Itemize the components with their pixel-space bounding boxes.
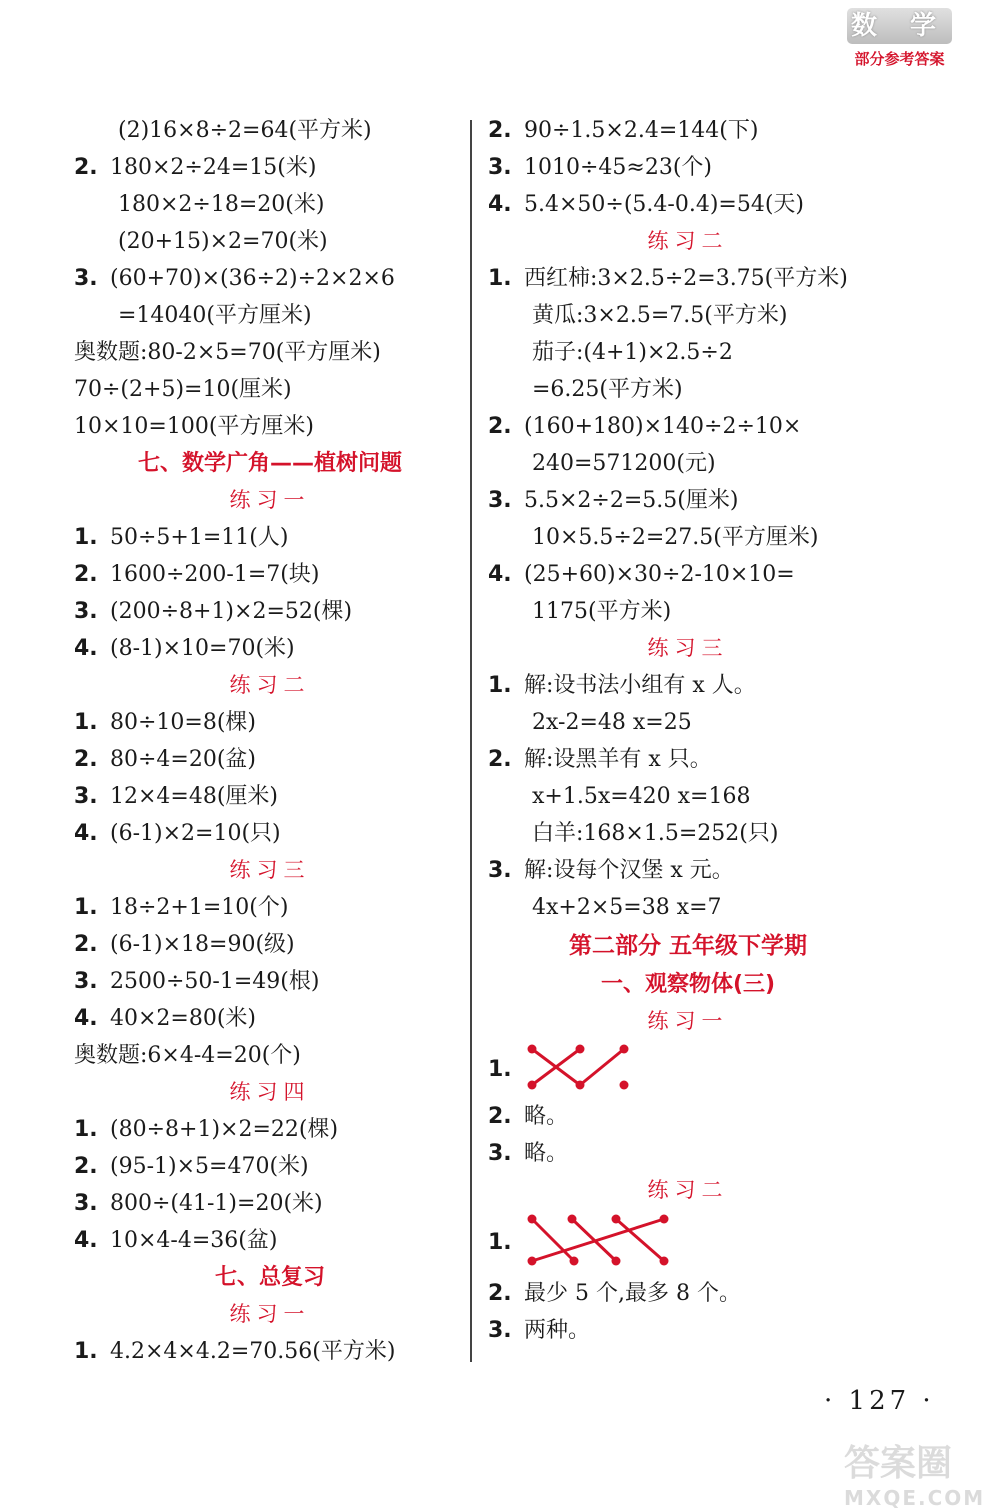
exercise-heading: 练习二 <box>229 673 311 697</box>
page-number: · 127 · <box>824 1386 935 1416</box>
answer-line: 2. 略。 <box>488 1104 569 1129</box>
exercise-heading: 练习一 <box>229 488 311 512</box>
answer-line: 3. (200÷8+1)×2=52(棵) <box>74 599 353 624</box>
answer-line: 1. 解:设书法小组有 x 人。 <box>488 673 756 698</box>
answer-line: 奥数题:6×4-4=20(个) <box>74 1043 301 1068</box>
answer-line: 1. 西红柿:3×2.5÷2=3.75(平方米) <box>488 266 848 291</box>
section-heading: 七、总复习 <box>214 1265 325 1290</box>
exercise-heading: 练习四 <box>229 1080 311 1104</box>
answer-line: 4. (6-1)×2=10(只) <box>74 821 281 846</box>
exercise-heading: 练习三 <box>647 636 729 660</box>
header-badge <box>847 8 952 69</box>
answer-line: 3. 800÷(41-1)=20(米) <box>74 1191 323 1216</box>
matching-diagram-2 <box>524 1211 674 1273</box>
answer-line: x+1.5x=420 x=168 <box>532 784 751 809</box>
answer-line: 3. 两种。 <box>488 1318 591 1343</box>
part-heading: 第二部分 五年级下学期 <box>568 933 807 959</box>
answer-line: 1175(平方米) <box>532 599 672 624</box>
answer-line: 4. 40×2=80(米) <box>74 1006 257 1031</box>
answer-line: 3. (60+70)×(36÷2)÷2×2×6 <box>74 266 395 291</box>
right-column <box>488 112 888 1349</box>
exercise-heading: 练习一 <box>647 1009 729 1033</box>
answer-line: 180×2÷18=20(米) <box>118 192 325 217</box>
answer-line: 2. 180×2÷24=15(米) <box>74 155 317 180</box>
answer-line: 1. 18÷2+1=10(个) <box>74 895 289 920</box>
section-heading: 七、数学广角——植树问题 <box>137 451 402 476</box>
exercise-heading: 练习二 <box>647 229 729 253</box>
matching-diagram-1 <box>524 1041 634 1097</box>
answer-line: 1. 4.2×4×4.2=70.56(平方米) <box>74 1339 396 1364</box>
exercise-heading: 练习二 <box>647 1178 729 1202</box>
answer-line: 2. 解:设黑羊有 x 只。 <box>488 747 712 772</box>
answer-line: 黄瓜:3×2.5=7.5(平方米) <box>532 303 788 328</box>
answer-line: 70÷(2+5)=10(厘米) <box>74 377 292 402</box>
answer-line: =14040(平方厘米) <box>118 303 312 328</box>
answer-line: 2. (6-1)×18=90(级) <box>74 932 295 957</box>
answer-line: 4. (8-1)×10=70(米) <box>74 636 295 661</box>
exercise-heading: 练习三 <box>229 858 311 882</box>
subject-badge: 数 学 <box>847 8 952 44</box>
watermark-logo: 答案圈 MXQE.COM <box>844 1443 986 1510</box>
answer-line: 10×10=100(平方厘米) <box>74 414 315 439</box>
answer-line: 茄子:(4+1)×2.5÷2 <box>532 340 733 365</box>
answer-line: (20+15)×2=70(米) <box>118 229 328 254</box>
exercise-heading: 练习一 <box>229 1302 311 1326</box>
answer-line: 1. 50÷5+1=11(人) <box>74 525 289 550</box>
answer-line: 240=571200(元) <box>532 451 716 476</box>
answer-line: 2. (160+180)×140÷2÷10× <box>488 414 802 439</box>
answer-line: 4. 10×4-4=36(盆) <box>74 1228 278 1253</box>
answer-line: 3. 12×4=48(厘米) <box>74 784 279 809</box>
section-heading: 一、观察物体(三) <box>600 972 776 997</box>
answer-line: 3. 1010÷45≈23(个) <box>488 155 713 180</box>
answer-line: 3. 略。 <box>488 1141 569 1166</box>
answer-line: 3. 解:设每个汉堡 x 元。 <box>488 858 734 883</box>
answer-line: 3. 2500÷50-1=49(根) <box>74 969 320 994</box>
answer-line: 1. <box>488 1040 888 1098</box>
answer-line: 1. <box>488 1209 888 1275</box>
answer-line: 奥数题:80-2×5=70(平方厘米) <box>74 340 381 365</box>
answer-line: 2. 80÷4=20(盆) <box>74 747 257 772</box>
answer-line: 2. 1600÷200-1=7(块) <box>74 562 320 587</box>
answer-line: (2)16×8÷2=64(平方米) <box>118 118 372 143</box>
answer-line: 4. (25+60)×30÷2-10×10= <box>488 562 795 587</box>
header-subtitle: 部分参考答案 <box>854 50 945 68</box>
answer-line: 10×5.5÷2=27.5(平方厘米) <box>532 525 819 550</box>
answer-line: 1. (80÷8+1)×2=22(棵) <box>74 1117 339 1142</box>
column-divider <box>470 120 472 1362</box>
answer-line: 2. 90÷1.5×2.4=144(下) <box>488 118 759 143</box>
answer-line: 1. 80÷10=8(棵) <box>74 710 257 735</box>
answer-line: 2. 最少 5 个,最多 8 个。 <box>488 1281 741 1306</box>
answer-line: 白羊:168×1.5=252(只) <box>532 821 779 846</box>
answer-line: 2x-2=48 x=25 <box>532 710 692 735</box>
answer-line: 4. 5.4×50÷(5.4-0.4)=54(天) <box>488 192 805 217</box>
answer-line: 2. (95-1)×5=470(米) <box>74 1154 309 1179</box>
answer-line: 4x+2×5=38 x=7 <box>532 895 722 920</box>
answer-line: 3. 5.5×2÷2=5.5(厘米) <box>488 488 739 513</box>
left-column <box>74 112 466 1370</box>
answer-line: =6.25(平方米) <box>532 377 683 402</box>
